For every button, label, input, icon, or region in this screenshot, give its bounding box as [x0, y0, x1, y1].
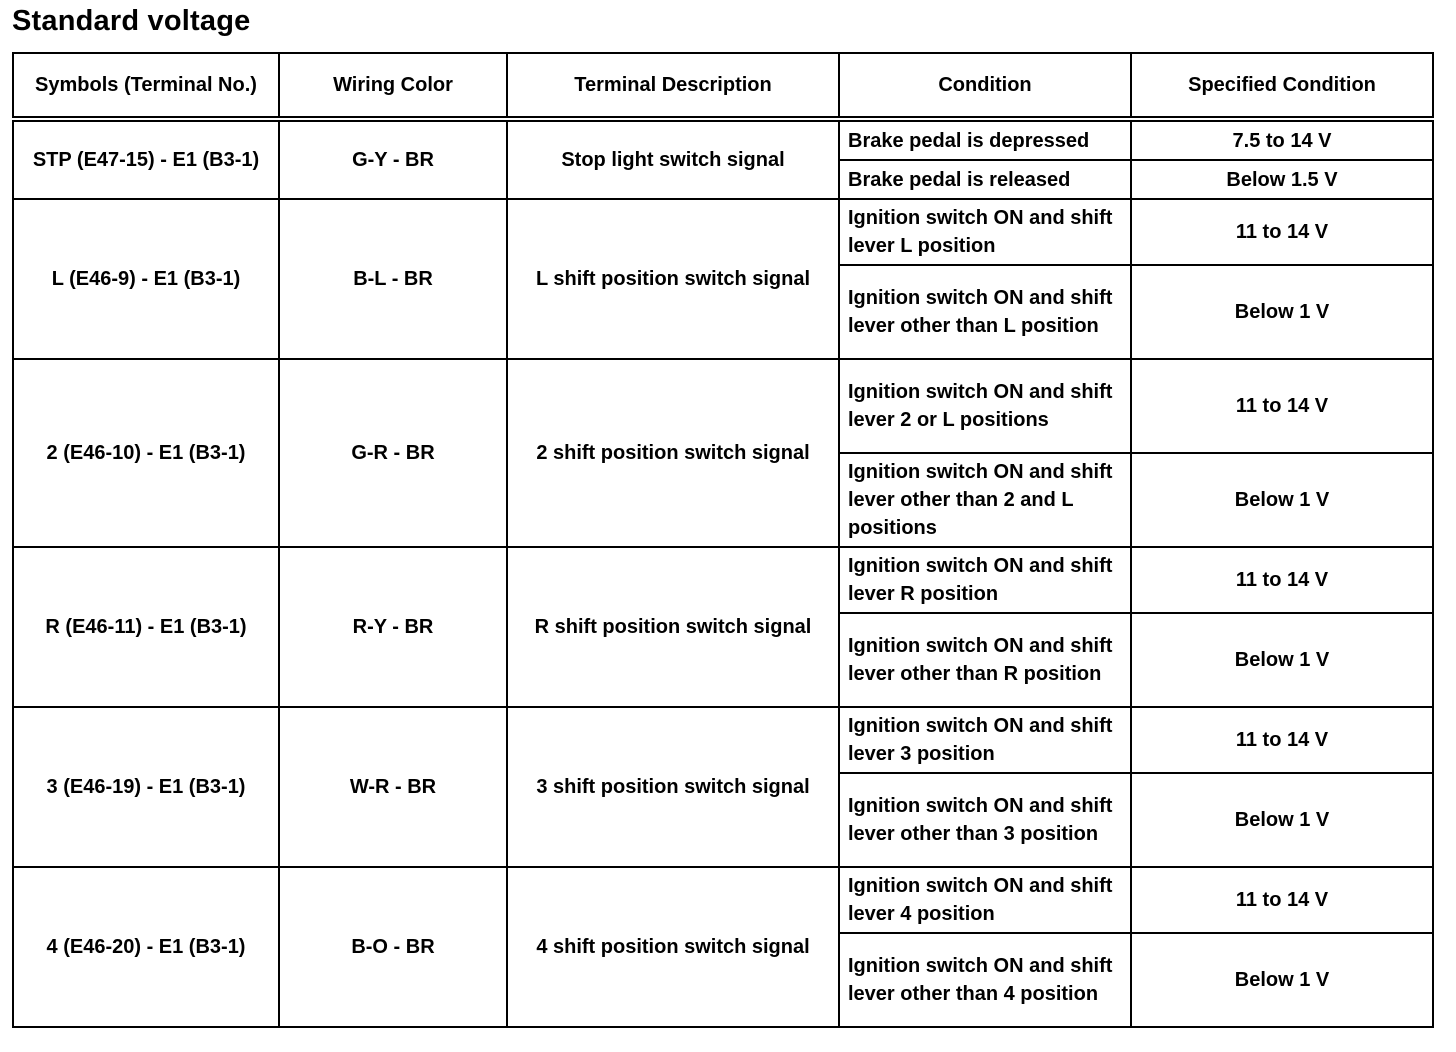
specified-condition-cell: Below 1 V: [1131, 933, 1433, 1027]
wiring-color-cell: B-O - BR: [279, 867, 507, 1027]
specified-condition-cell: Below 1 V: [1131, 265, 1433, 359]
symbol-cell: R (E46-11) - E1 (B3-1): [13, 547, 279, 707]
terminal-description-cell: 4 shift position switch signal: [507, 867, 839, 1027]
terminal-description-cell: Stop light switch signal: [507, 119, 839, 199]
condition-cell: Ignition switch ON and shift lever other than 4 position: [839, 933, 1131, 1027]
condition-cell: Ignition switch ON and shift lever other than R position: [839, 613, 1131, 707]
table-row: [13, 119, 1433, 160]
table-row: [13, 199, 1433, 265]
condition-cell: Ignition switch ON and shift lever R position: [839, 547, 1131, 613]
specified-condition-cell: 11 to 14 V: [1131, 359, 1433, 453]
condition-cell: Ignition switch ON and shift lever 3 position: [839, 707, 1131, 773]
wiring-color-cell: W-R - BR: [279, 707, 507, 867]
wiring-color-cell: B-L - BR: [279, 199, 507, 359]
wiring-color-cell: R-Y - BR: [279, 547, 507, 707]
specified-condition-cell: Below 1 V: [1131, 453, 1433, 547]
symbol-cell: 4 (E46-20) - E1 (B3-1): [13, 867, 279, 1027]
specified-condition-cell: Below 1 V: [1131, 773, 1433, 867]
header-terminal-description: Terminal Description: [507, 53, 839, 119]
specified-condition-cell: 7.5 to 14 V: [1131, 119, 1433, 160]
specified-condition-cell: Below 1.5 V: [1131, 160, 1433, 199]
symbol-cell: 3 (E46-19) - E1 (B3-1): [13, 707, 279, 867]
header-wiring-color: Wiring Color: [279, 53, 507, 119]
condition-cell: Brake pedal is released: [839, 160, 1131, 199]
specified-condition-cell: 11 to 14 V: [1131, 867, 1433, 933]
page-title: Standard voltage: [12, 5, 251, 37]
symbol-cell: L (E46-9) - E1 (B3-1): [13, 199, 279, 359]
terminal-description-cell: R shift position switch signal: [507, 547, 839, 707]
table-row: [13, 547, 1433, 613]
specified-condition-cell: 11 to 14 V: [1131, 199, 1433, 265]
condition-cell: Brake pedal is depressed: [839, 119, 1131, 160]
specified-condition-cell: Below 1 V: [1131, 613, 1433, 707]
terminal-description-cell: 3 shift position switch signal: [507, 707, 839, 867]
wiring-color-cell: G-Y - BR: [279, 119, 507, 199]
condition-cell: Ignition switch ON and shift lever other than 2 and L positions: [839, 453, 1131, 547]
condition-cell: Ignition switch ON and shift lever L position: [839, 199, 1131, 265]
specified-condition-cell: 11 to 14 V: [1131, 547, 1433, 613]
terminal-description-cell: 2 shift position switch signal: [507, 359, 839, 547]
terminal-description-cell: L shift position switch signal: [507, 199, 839, 359]
header-symbols: Symbols (Terminal No.): [13, 53, 279, 119]
condition-cell: Ignition switch ON and shift lever 4 position: [839, 867, 1131, 933]
table-row: [13, 867, 1433, 933]
header-specified-condition: Specified Condition: [1131, 53, 1433, 119]
header-condition: Condition: [839, 53, 1131, 119]
condition-cell: Ignition switch ON and shift lever other than 3 position: [839, 773, 1131, 867]
table-row: [13, 359, 1433, 453]
table-row: [13, 707, 1433, 773]
condition-cell: Ignition switch ON and shift lever 2 or L positions: [839, 359, 1131, 453]
condition-cell: Ignition switch ON and shift lever other than L position: [839, 265, 1131, 359]
symbol-cell: STP (E47-15) - E1 (B3-1): [13, 119, 279, 199]
specified-condition-cell: 11 to 14 V: [1131, 707, 1433, 773]
symbol-cell: 2 (E46-10) - E1 (B3-1): [13, 359, 279, 547]
wiring-color-cell: G-R - BR: [279, 359, 507, 547]
standard-voltage-table: [12, 52, 1434, 1028]
header-row: [13, 53, 1433, 119]
